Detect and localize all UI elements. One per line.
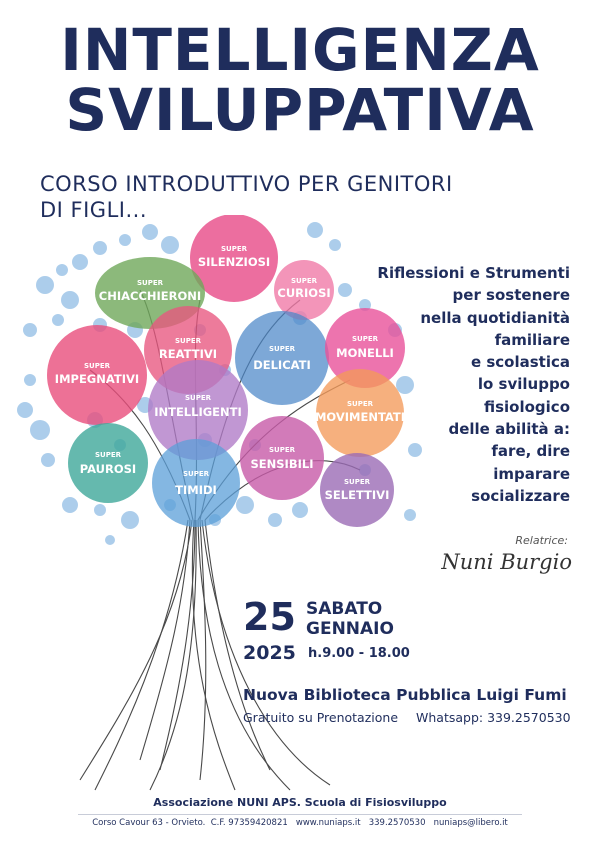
event-hours: h.9.00 - 18.00 [308,646,410,661]
title-line-2: SVILUPPATIVA [65,76,535,144]
svg-text:SELETTIVI: SELETTIVI [324,488,390,502]
svg-text:SUPER: SUPER [174,337,202,345]
svg-text:SUPER: SUPER [94,451,122,459]
speaker-signature: Nuni Burgio [441,550,572,574]
bubble-timidi [152,439,240,527]
svg-text:INTELLIGENTI: INTELLIGENTI [154,405,242,419]
course-description [330,262,570,507]
svg-text:TIMIDI: TIMIDI [175,483,217,497]
description-line: fare, dire [491,442,570,461]
svg-text:SUPER: SUPER [268,345,296,353]
svg-text:IMPEGNATIVI: IMPEGNATIVI [54,372,140,386]
svg-text:SUPER: SUPER [83,362,111,370]
svg-text:SUPER: SUPER [220,245,248,253]
description-line: familiare [494,330,570,349]
booking-info: Gratuito su Prenotazione [243,710,399,725]
title-line-1: INTELLIGENZA [60,16,540,84]
svg-text:SUPER: SUPER [268,446,296,454]
bubble-curiosi [274,260,334,320]
event-weekday: SABATO [306,599,383,619]
subtitle-line-2: DI FIGLI... [40,198,148,222]
bubble-sensibili [240,416,324,500]
svg-text:SUPER: SUPER [346,400,374,408]
description-line: nella quotidianità [420,308,570,327]
description-line: per sostenere [452,286,570,305]
description-line: delle abilità a: [448,420,570,439]
description-line: imparare [493,464,570,483]
svg-text:DELICATI: DELICATI [253,358,311,372]
svg-text:PAUROSI: PAUROSI [79,462,137,476]
svg-text:SENSIBILI: SENSIBILI [250,457,314,471]
event-day: 25 [243,595,296,639]
svg-text:REATTIVI: REATTIVI [158,347,218,361]
footer-divider [78,814,522,815]
svg-text:CHIACCHIERONI: CHIACCHIERONI [98,289,202,303]
association-name: Associazione NUNI APS. Scuola di Fisiosviluppo [153,796,447,809]
speaker-label: Relatrice: [515,534,568,547]
description-line: Riflessioni e Strumenti [377,264,570,282]
svg-text:SUPER: SUPER [290,277,318,285]
description-line: socializzare [471,486,570,505]
svg-text:MONELLI: MONELLI [336,346,394,360]
event-venue: Nuova Biblioteca Pubblica Luigi Fumi [243,686,567,704]
event-year: 2025 [243,642,296,664]
description-line: lo sviluppo [477,375,570,394]
svg-text:SUPER: SUPER [182,470,210,478]
svg-text:CURIOSI: CURIOSI [277,286,331,300]
svg-text:SUPER: SUPER [351,335,379,343]
svg-text:SUPER: SUPER [343,478,371,486]
description-line: e scolastica [470,353,570,372]
bubble-delicati [235,311,329,405]
bubble-paurosi [68,423,148,503]
description-line: fisiologico [483,397,570,416]
svg-text:SUPER: SUPER [184,394,212,402]
whatsapp-contact: Whatsapp: 339.2570530 [416,710,571,725]
footer-contacts: Corso Cavour 63 - Orvieto. C.F. 97359420821 www.nuniaps.it 339.2570530 nuniaps@libero.it [92,818,508,828]
svg-text:SILENZIOSI: SILENZIOSI [197,255,271,269]
event-month: GENNAIO [306,619,394,639]
svg-text:MOVIMENTATI: MOVIMENTATI [314,410,406,424]
svg-text:SUPER: SUPER [136,279,164,287]
subtitle-line-1: CORSO INTRODUTTIVO PER GENITORI [40,172,453,196]
bubble-impegnativi [47,325,147,425]
